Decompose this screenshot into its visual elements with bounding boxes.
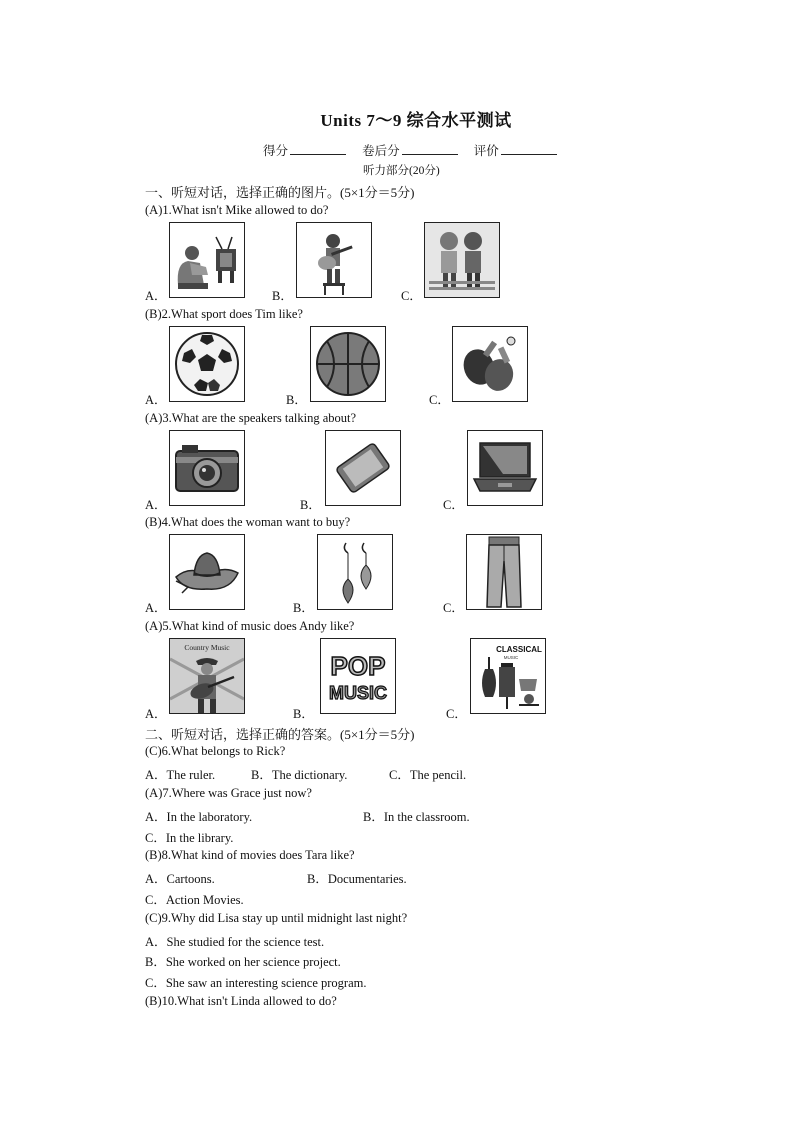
section2-heading: 二、听短对话，选择正确的答案。(5×1分＝5分) [145, 727, 415, 742]
camera-icon [170, 431, 244, 505]
q6-option-c: C．The pencil. [389, 768, 467, 782]
question-9: (C)9.Why did Lisa stay up until midnight last night? [145, 911, 408, 925]
country-music-picture[interactable] [169, 638, 245, 714]
basketball-icon [311, 327, 385, 401]
hat-picture[interactable] [169, 534, 245, 610]
playing-guitar-icon [297, 223, 371, 297]
q5-option-b-letter: B． [293, 707, 314, 721]
classical-music-icon [471, 639, 545, 713]
q2-option-c-letter: C． [429, 393, 450, 407]
ping-pong-paddles-icon [453, 327, 527, 401]
q1-option-b-letter: B． [272, 289, 293, 303]
score-blank[interactable] [290, 142, 346, 155]
question-6: (C)6.What belongs to Rick? [145, 744, 286, 758]
q5-option-a-letter: A． [145, 707, 167, 721]
q9-option-a: A．She studied for the science test. [145, 935, 325, 949]
q2-option-b-letter: B． [286, 393, 307, 407]
earrings-icon [318, 535, 392, 609]
pop-music-icon [321, 639, 395, 713]
q7-option-b: B．In the classroom. [363, 810, 470, 824]
q5-option-c-letter: C． [446, 707, 467, 721]
basketball-picture[interactable] [310, 326, 386, 402]
soccer-ball-picture[interactable] [169, 326, 245, 402]
evaluation-label: 评价 [473, 144, 499, 158]
q3-option-b-letter: B． [300, 498, 321, 512]
playing-guitar-picture[interactable] [296, 222, 372, 298]
camera-picture[interactable] [169, 430, 245, 506]
jeans-icon [467, 535, 541, 609]
classical-music-picture[interactable] [470, 638, 546, 714]
q9-option-b: B．She worked on her science project. [145, 955, 341, 969]
q4-option-c-letter: C． [443, 601, 464, 615]
q7-option-c: C．In the library. [145, 831, 234, 845]
after-score-label: 卷后分 [362, 144, 400, 158]
q7-option-a: A．In the laboratory. [145, 810, 253, 824]
watching-tv-icon [170, 223, 244, 297]
q8-option-b: B．Documentaries. [307, 872, 407, 886]
evaluation-blank[interactable] [501, 142, 557, 155]
smartphone-picture[interactable] [325, 430, 401, 506]
laptop-picture[interactable] [467, 430, 543, 506]
earrings-picture[interactable] [317, 534, 393, 610]
soccer-ball-icon [170, 327, 244, 401]
after-score-blank[interactable] [402, 142, 458, 155]
q2-option-a-letter: A． [145, 393, 167, 407]
jeans-picture[interactable] [466, 534, 542, 610]
classical-sub-text: MUSIC [503, 655, 519, 660]
two-kids-picture[interactable] [424, 222, 500, 298]
q4-option-a-letter: A． [145, 601, 167, 615]
question-7: (A)7.Where was Grace just now? [145, 786, 312, 800]
q8-option-c: C．Action Movies. [145, 893, 244, 907]
question-2: (B)2.What sport does Tim like? [145, 307, 303, 321]
music-text: MUSIC [329, 683, 387, 703]
two-kids-icon [425, 223, 499, 297]
score-label: 得分 [263, 144, 289, 158]
question-10: (B)10.What isn't Linda allowed to do? [145, 994, 337, 1008]
pop-text: POP [330, 651, 386, 681]
question-4: (B)4.What does the woman want to buy? [145, 515, 351, 529]
classical-text: CLASSICAL [496, 645, 542, 654]
page-title: Units 7～9 综合水平测试 [320, 111, 512, 130]
q3-option-a-letter: A． [145, 498, 167, 512]
q8-option-a: A．Cartoons. [145, 872, 215, 886]
watching-tv-picture[interactable] [169, 222, 245, 298]
question-3: (A)3.What are the speakers talking about? [145, 411, 357, 425]
q1-option-a-letter: A． [145, 289, 167, 303]
pop-music-picture[interactable] [320, 638, 396, 714]
q6-option-a: A．The ruler. [145, 768, 216, 782]
question-8: (B)8.What kind of movies does Tara like? [145, 848, 355, 862]
q4-option-b-letter: B． [293, 601, 314, 615]
q6-option-b: B．The dictionary. [251, 768, 348, 782]
q3-option-c-letter: C． [443, 498, 464, 512]
laptop-icon [468, 431, 542, 505]
section1-heading: 一、听短对话，选择正确的图片。(5×1分＝5分) [145, 185, 415, 200]
cowboy-hat-icon [170, 535, 244, 609]
ping-pong-picture[interactable] [452, 326, 528, 402]
smartphone-icon [326, 431, 400, 505]
country-music-text: Country Music [184, 643, 230, 652]
score-row [263, 141, 570, 159]
question-1: (A)1.What isn't Mike allowed to do? [145, 203, 329, 217]
q9-option-c: C．She saw an interesting science program. [145, 976, 367, 990]
listening-header: 听力部分(20分) [363, 165, 440, 177]
q1-option-c-letter: C． [401, 289, 422, 303]
question-5: (A)5.What kind of music does Andy like? [145, 619, 355, 633]
country-music-icon [170, 639, 244, 713]
